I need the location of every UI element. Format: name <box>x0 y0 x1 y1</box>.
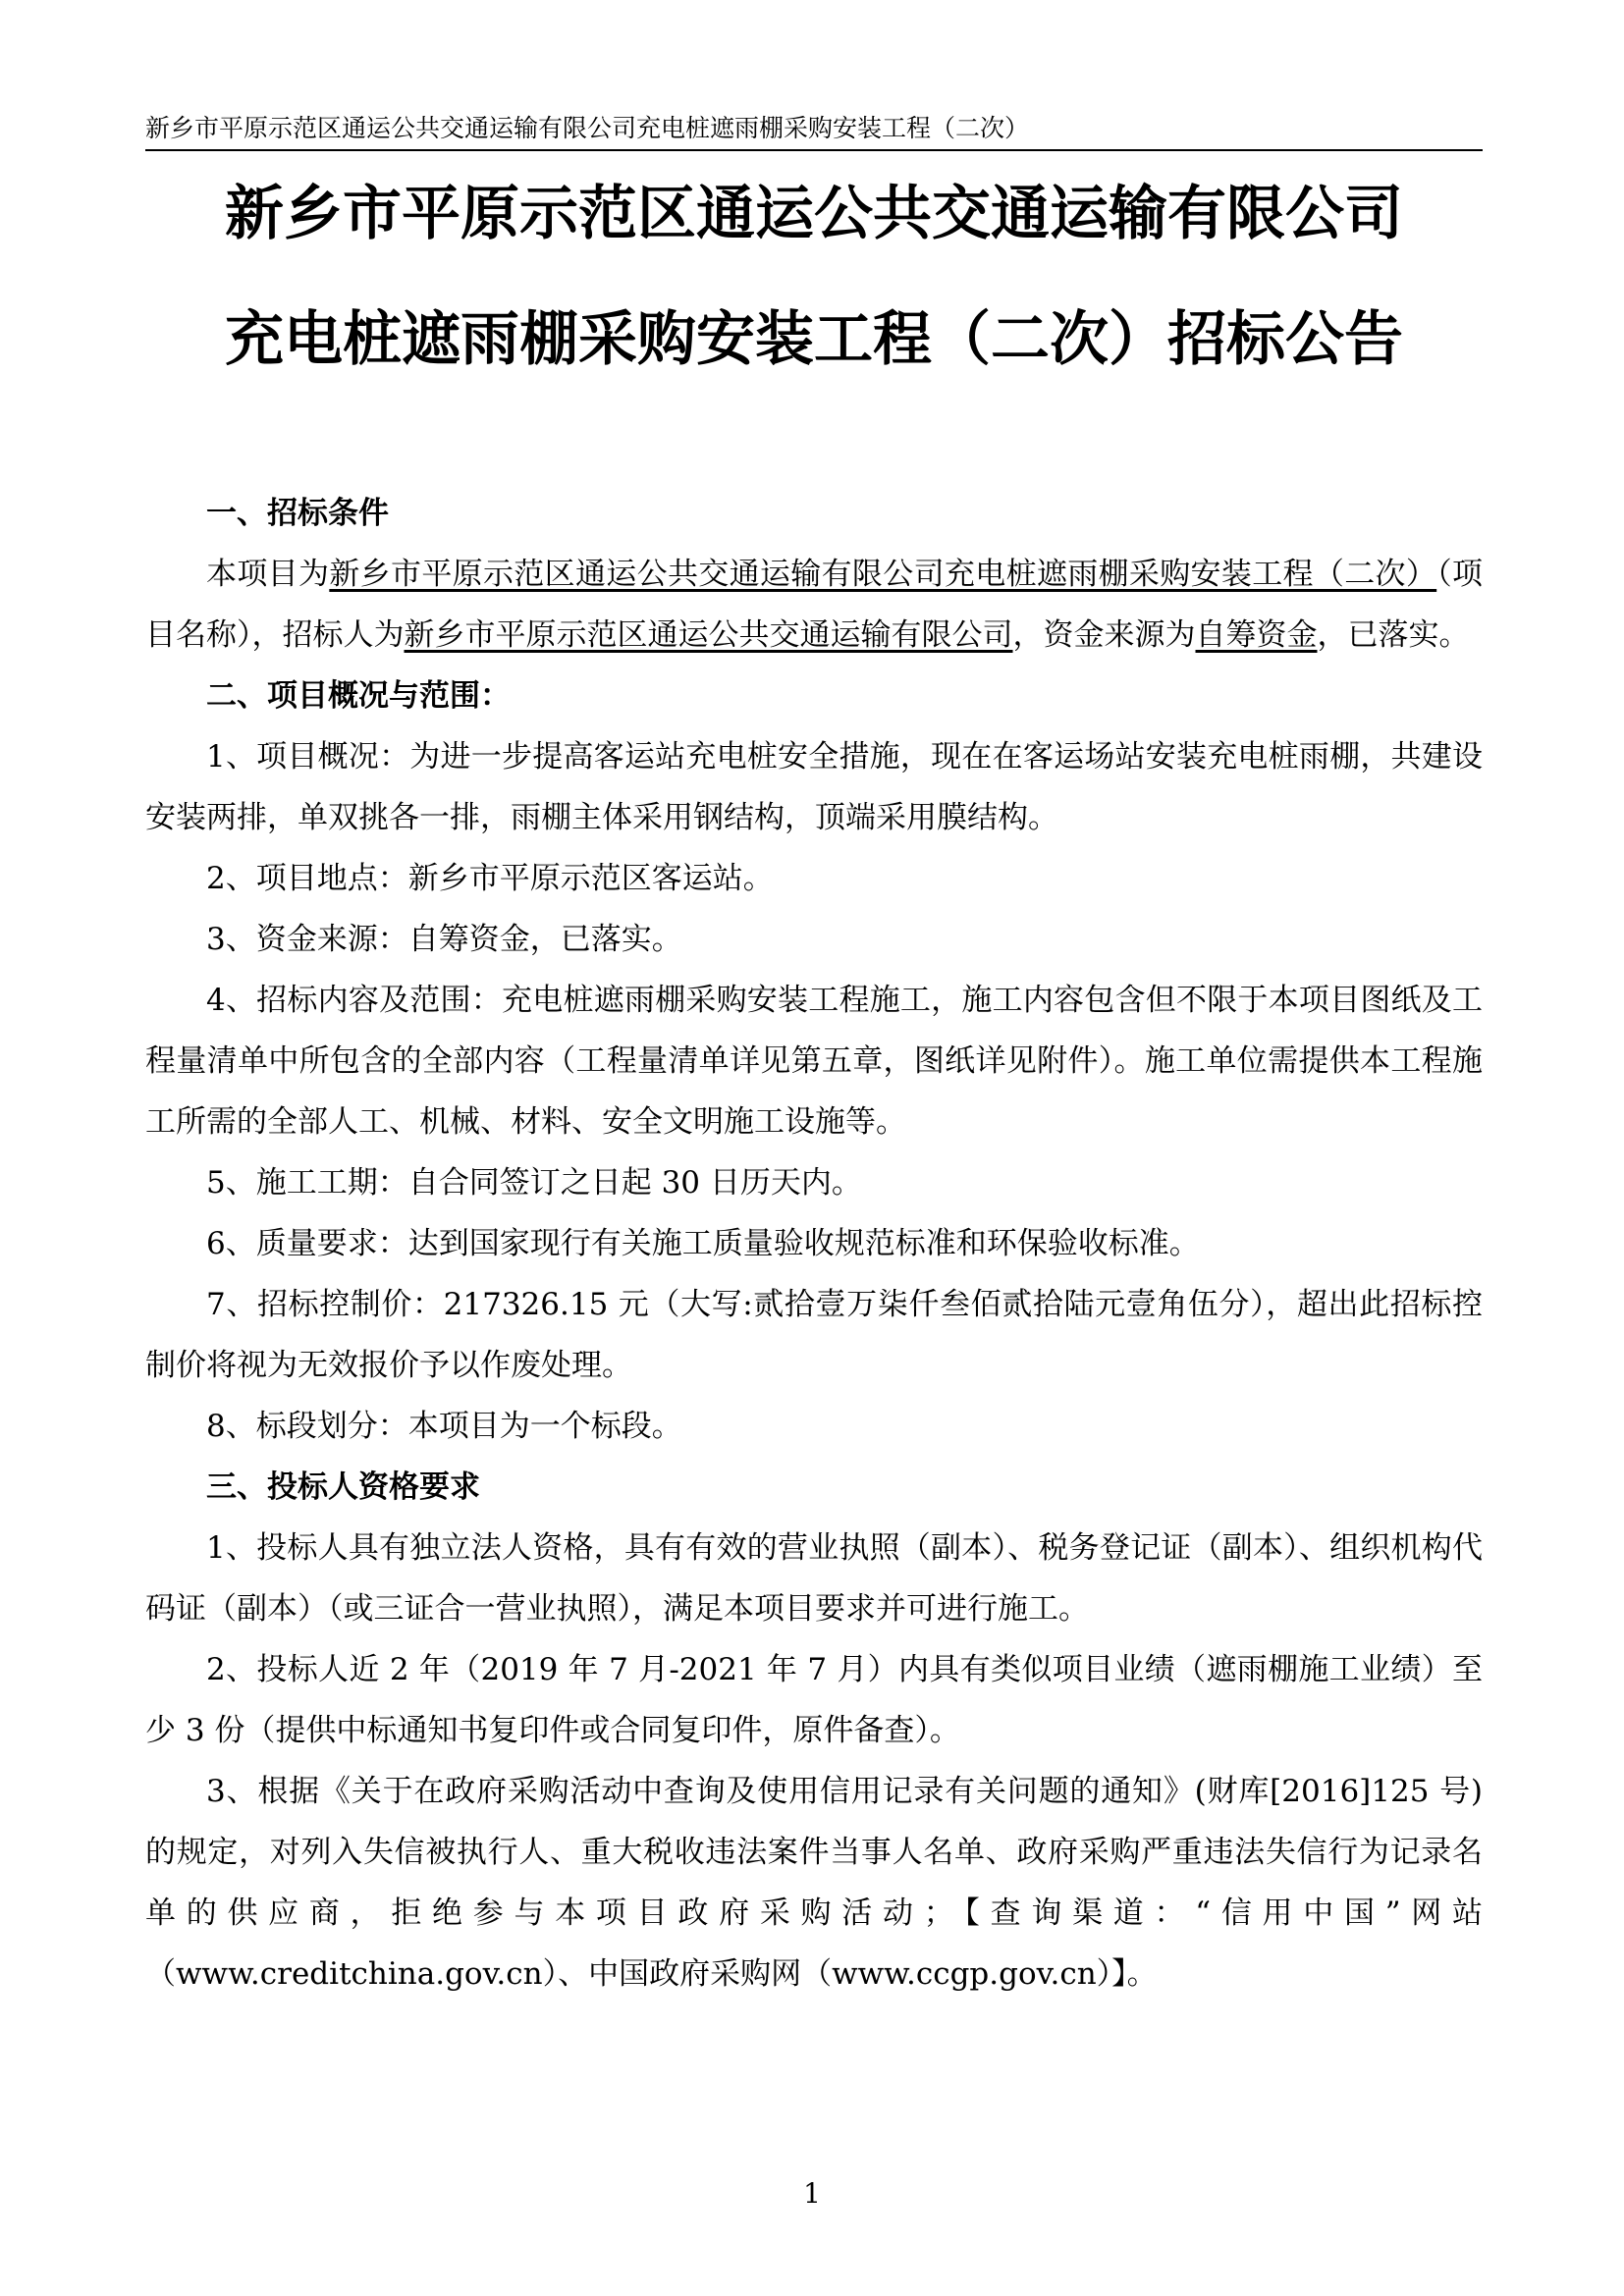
section-heading-project-overview: 二、项目概况与范围： <box>206 678 511 714</box>
text-fragment: ，资金来源为 <box>1012 617 1196 653</box>
document-body <box>145 483 1483 2004</box>
funding-source-field: 自筹资金 <box>1195 617 1318 653</box>
document-title-line-2: 充电桩遮雨棚采购安装工程（二次）招标公告 <box>225 305 1403 374</box>
section-heading-tender-conditions: 一、招标条件 <box>206 496 389 531</box>
construction-period-item: 5、施工工期：自合同签订之日起 30 日历天内。 <box>206 1165 862 1201</box>
tender-conditions-paragraph <box>145 544 1483 666</box>
text-fragment: （项目名称），招标人为 <box>145 557 1484 653</box>
funding-source-item: 3、资金来源：自筹资金，已落实。 <box>206 922 682 957</box>
text-fragment: 本项目为 <box>206 557 330 592</box>
running-header: 新乡市平原示范区通运公共交通运输有限公司充电桩遮雨棚采购安装工程（二次） <box>145 114 1030 142</box>
tender-scope-item: 4、招标内容及范围：充电桩遮雨棚采购安装工程施工，施工内容包含但不限于本项目图纸及工程量清单中所包含的全部内容（工程量清单详见第五章，图纸详见附件）。施工单位需提供本工程施工所需的全部人工、机械、材料、安全文明施工设施等。 <box>145 983 1483 1140</box>
qualification-item: 3、根据《关于在政府采购活动中查询及使用信用记录有关问题的通知》(财库[2016]125 号)的规定，对列入失信被执行人、重大税收违法案件当事人名单、政府采购严重违法失信行为记录名单的供应商，拒绝参与本项目政府采购活动；【查询渠道：“信用中国”网站（www.creditchina.gov.cn）、中国政府采购网（www.ccgp.gov.cn）】。 <box>145 1774 1483 1992</box>
tenderer-name-field: 新乡市平原示范区通运公共交通运输有限公司 <box>404 617 1013 653</box>
document-title-line-1: 新乡市平原示范区通运公共交通运输有限公司 <box>225 180 1403 248</box>
project-overview-item: 1、项目概况：为进一步提高客运站充电桩安全措施，现在在客运场站安装充电桩雨棚，共建设安装两排，单双挑各一排，雨棚主体采用钢结构，顶端采用膜结构。 <box>145 739 1483 835</box>
text-fragment: ，已落实。 <box>1317 617 1470 653</box>
project-name-field: 新乡市平原示范区通运公共交通运输有限公司充电桩遮雨棚采购安装工程（二次） <box>329 557 1437 592</box>
header-rule <box>145 149 1483 151</box>
page-number: 1 <box>803 2177 821 2210</box>
quality-requirement-item: 6、质量要求：达到国家现行有关施工质量验收规范标准和环保验收标准。 <box>206 1226 1200 1261</box>
qualification-item: 1、投标人具有独立法人资格，具有有效的营业执照（副本）、税务登记证（副本）、组织机构代码证（副本）（或三证合一营业执照），满足本项目要求并可进行施工。 <box>145 1530 1483 1627</box>
control-price-item: 7、招标控制价：217326.15 元（大写:贰拾壹万柒仟叁佰贰拾陆元壹角伍分），超出此招标控制价将视为无效报价予以作废处理。 <box>145 1287 1483 1383</box>
project-location-item: 2、项目地点：新乡市平原示范区客运站。 <box>206 861 774 896</box>
lot-division-item: 8、标段划分：本项目为一个标段。 <box>206 1409 682 1444</box>
qualification-item: 2、投标人近 2 年（2019 年 7 月-2021 年 7 月）内具有类似项目业绩（遮雨棚施工业绩）至少 3 份（提供中标通知书复印件或合同复印件，原件备查）。 <box>145 1652 1483 1748</box>
section-heading-bidder-qualifications: 三、投标人资格要求 <box>206 1469 480 1505</box>
